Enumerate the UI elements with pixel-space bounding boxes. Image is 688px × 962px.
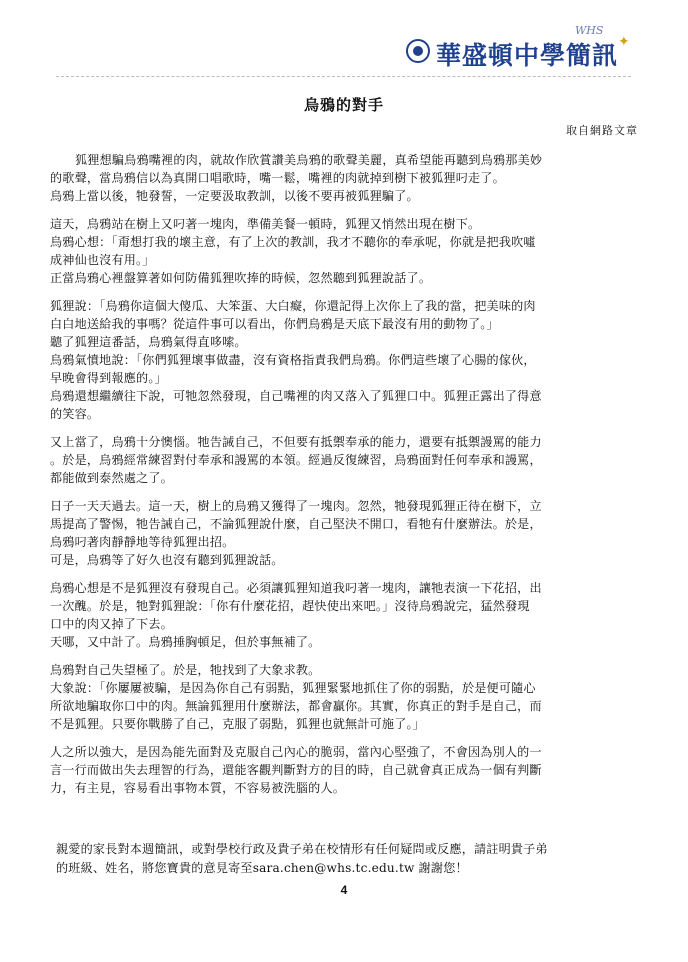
article-paragraph	[50, 743, 638, 797]
paragraph-line: 烏鴉還想繼續往下說，可牠忽然發現，自己嘴裡的肉又落入了狐狸口中。狐狸正露出了得意	[50, 389, 542, 403]
paragraph-line: 這天，烏鴉站在樹上又叼著一塊肉，準備美餐一頓時，狐狸又悄然出現在樹下。	[50, 217, 481, 231]
notice-line: 的班級、姓名，將您寶貴的意見寄至sara.chen@whs.tc.edu.tw 謝謝您！	[56, 861, 468, 875]
paragraph-line: 可是，烏鴉等了好久也沒有聽到狐狸說話。	[50, 553, 284, 567]
paragraph-line: 力，有主見，容易看出事物本質，不容易被洗腦的人。	[50, 781, 346, 795]
paragraph-line: 。於是，烏鴉經常練習對付奉承和謾罵的本領。經過反復練習，烏鴉面對任何奉承和謾罵，	[50, 453, 542, 467]
header-divider	[56, 76, 631, 77]
school-seal-icon	[406, 39, 430, 63]
paragraph-line: 不是狐狸。只要你戰勝了自己，克服了弱點，狐狸也就無計可施了。」	[50, 717, 426, 731]
paragraph-line: 早晚會得到報應的。」	[50, 371, 167, 385]
parent-notice	[56, 840, 646, 878]
masthead	[0, 0, 688, 80]
paragraph-line: 狐狸說：「烏鴉你這個大傻瓜、大笨蛋、大白癡，你還記得上次你上了我的當，把美味的肉	[50, 299, 536, 313]
paragraph-line: 的歌聲，當烏鴉信以為真開口唱歌時，嘴一鬆，嘴裡的肉就掉到樹下被狐狸叼走了。	[50, 171, 505, 185]
article-title: 烏鴉的對手	[303, 96, 384, 114]
paragraph-line: 烏鴉心想是不是狐狸沒有發現自己。必須讓狐狸知道我叼著一塊肉，讓牠表演一下花招，出	[50, 581, 542, 595]
article-paragraph	[50, 297, 638, 423]
paragraph-line: 烏鴉叼著肉靜靜地等待狐狸出招。	[50, 535, 235, 549]
paragraph-line: 所欲地騙取你口中的肉。無論狐狸用什麼辦法，都會贏你。其實，你真正的對手是自己，而	[50, 699, 542, 713]
paragraph-line: 烏鴉氣憤地說：「你們狐狸壞事做盡，沒有資格指責我們烏鴉。你們這些壞了心腸的傢伙，	[50, 353, 536, 367]
paragraph-line: 烏鴉對自己失望極了。於是，牠找到了大象求教。	[50, 663, 321, 677]
paragraph-line: 的笑容。	[50, 407, 100, 421]
paragraph-line: 狐狸想騙烏鴉嘴裡的肉，就故作欣賞讚美烏鴉的歌聲美麗，真希望能再聽到烏鴉那美妙	[75, 153, 543, 167]
paragraph-line: 都能做到泰然處之了。	[50, 471, 173, 485]
article-paragraph	[50, 433, 638, 487]
paragraph-line: 正當烏鴉心裡盤算著如何防備狐狸吹捧的時候，忽然聽到狐狸說話了。	[50, 271, 432, 285]
article-paragraph	[50, 215, 638, 287]
paragraph-line: 又上當了，烏鴉十分懊惱。牠告誡自己，不但要有抵禦奉承的能力，還要有抵禦謾罵的能力	[50, 435, 542, 449]
page-number: 4	[340, 883, 348, 897]
article-paragraph	[50, 661, 638, 733]
newsletter-brand: 華盛頓中學簡訊	[436, 41, 619, 70]
bee-icon: ✦	[618, 34, 630, 50]
brand-tag: WHS	[575, 24, 604, 37]
article-paragraph	[50, 579, 638, 651]
paragraph-line: 白白地送給我的事嗎？從這件事可以看出，你們烏鴉是天底下最沒有用的動物了。」	[50, 317, 499, 331]
paragraph-line: 一次醜。於是，牠對狐狸說：「你有什麼花招，趕快使出來吧。」沒待烏鴉說完，猛然發現	[50, 599, 530, 613]
paragraph-line: 言一行而做出失去理智的行為，還能客觀判斷對方的目的時，自己就會真正成為一個有判斷	[50, 763, 542, 777]
paragraph-line: 日子一天天過去。這一天，樹上的烏鴉又獲得了一塊肉。忽然，牠發現狐狸正待在樹下，立	[50, 499, 542, 513]
article-body	[50, 151, 638, 807]
paragraph-line: 口中的肉又掉了下去。	[50, 617, 173, 631]
paragraph-line: 烏鴉心想：「甭想打我的壞主意，有了上次的教訓，我才不聽你的奉承呢，你就是把我吹噓	[50, 235, 536, 249]
paragraph-line: 成神仙也沒有用。」	[50, 253, 155, 267]
paragraph-line: 烏鴉上當以後，牠發誓，一定要汲取教訓，以後不要再被狐狸騙了。	[50, 189, 419, 203]
paragraph-line: 天哪，又中計了。烏鴉捶胸頓足，但於事無補了。	[50, 635, 321, 649]
article-source: 取自網路文章	[566, 124, 638, 137]
article-paragraph	[50, 151, 638, 205]
notice-line: 親愛的家長對本週簡訊，或對學校行政及貴子弟在校情形有任何疑問或反應，請註明貴子弟	[56, 842, 548, 856]
paragraph-line: 大象說：「你屢屢被騙，是因為你自己有弱點，狐狸緊緊地抓住了你的弱點，於是便可隨心	[50, 681, 536, 695]
article-paragraph	[50, 497, 638, 569]
paragraph-line: 人之所以強大，是因為能先面對及克服自己內心的脆弱，當內心堅強了，不會因為別人的一	[50, 745, 542, 759]
paragraph-line: 聽了狐狸這番話，烏鴉氣得直哆嗦。	[50, 335, 247, 349]
paragraph-line: 馬提高了警惕，牠告誡自己，不論狐狸說什麼，自己堅決不開口，看牠有什麼辦法。於是，	[50, 517, 542, 531]
